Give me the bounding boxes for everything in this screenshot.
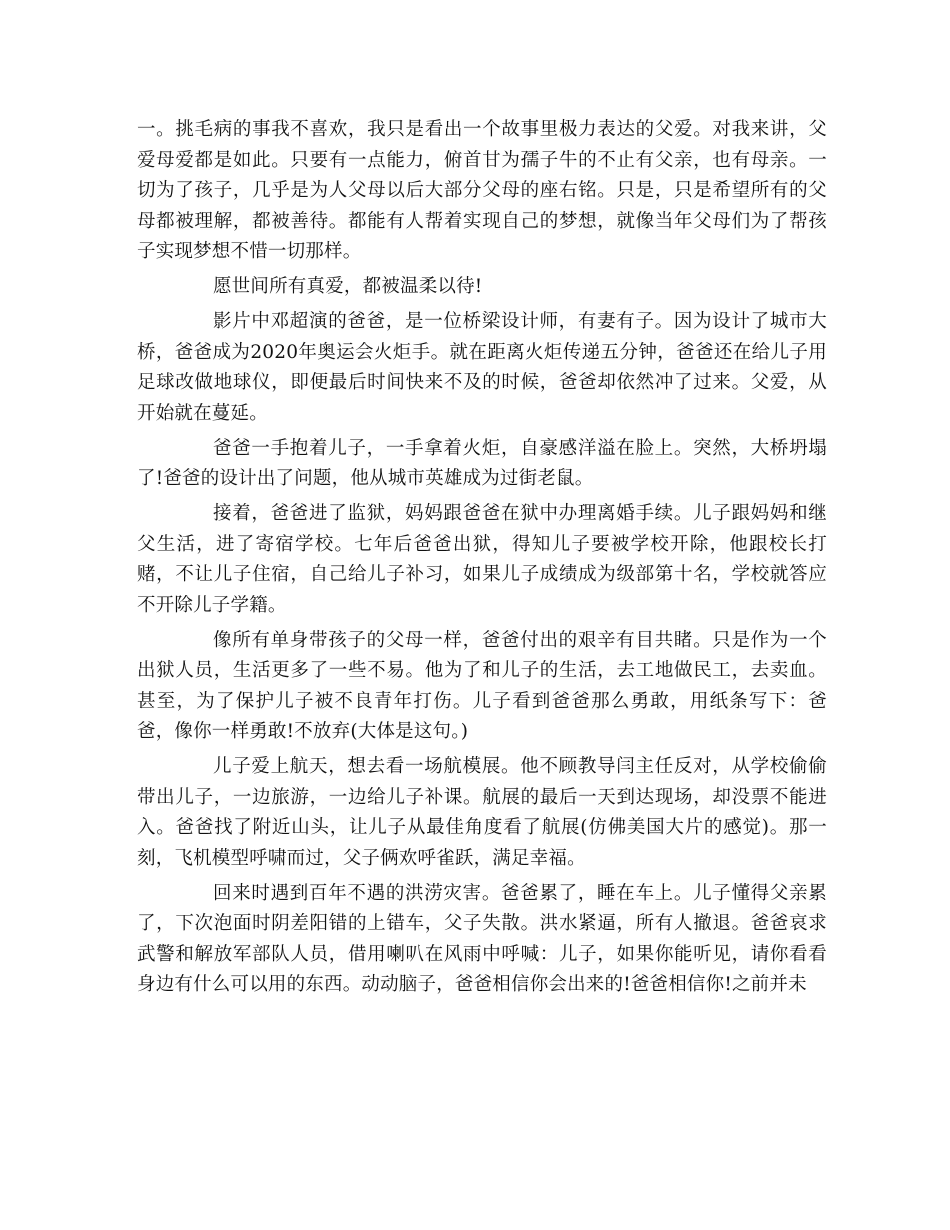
paragraph-2: 愿世间所有真爱，都被温柔以待!	[213, 276, 483, 297]
paragraph-1: 一。挑毛病的事我不喜欢，我只是看出一个故事里极力表达的父爱。对我来讲，父爱母爱都是如此。只要有一点能力，俯首甘为孺子牛的不止有父亲，也有母亲。一切为了孩子，几乎是为人父母以后大部分父母的座右铭。只是，只是希望所有的父母都被理解，都被善待。都能有人帮着实现自己的梦想，就像当年父母们为了帮孩子实现梦想不惜一切那样。	[137, 119, 827, 262]
paragraph-6: 像所有单身带孩子的父母一样，爸爸付出的艰辛有目共睹。只是作为一个出狱人员，生活更多了一些不易。他为了和儿子的生活，去工地做民工，去卖血。甚至，为了保护儿子被不良青年打伤。儿子看到爸爸那么勇敢，用纸条写下：爸爸，像你一样勇敢!不放弃(大体是这句。)	[137, 629, 827, 742]
paragraph-7: 儿子爱上航天，想去看一场航模展。他不顾教导闫主任反对，从学校偷偷带出儿子，一边旅游，一边给儿子补课。航展的最后一天到达现场，却没票不能进入。爸爸找了附近山头，让儿子从最佳角度看了航展(仿佛美国大片的感觉)。那一刻，飞机模型呼啸而过，父子俩欢呼雀跃，满足幸福。	[137, 756, 827, 869]
document-body	[137, 115, 827, 1001]
paragraph-8: 回来时遇到百年不遇的洪涝灾害。爸爸累了，睡在车上。儿子懂得父亲累了，下次泡面时阴差阳错的上错车，父子失散。洪水紧逼，所有人撤退。爸爸哀求武警和解放军部队人员，借用喇叭在风雨中呼喊：儿子，如果你能听见，请你看看身边有什么可以用的东西。动动脑子，爸爸相信你会出来的!爸爸相信你!之前并未	[137, 882, 827, 995]
paragraph-4: 爸爸一手抱着儿子，一手拿着火炬，自豪感洋溢在脸上。突然，大桥坍塌了!爸爸的设计出了问题，他从城市英雄成为过街老鼠。	[137, 437, 827, 489]
paragraph-3: 影片中邓超演的爸爸，是一位桥梁设计师，有妻有子。因为设计了城市大桥，爸爸成为2020年奥运会火炬手。就在距离火炬传递五分钟，爸爸还在给儿子用足球改做地球仪，即便最后时间快来不及的时候，爸爸却依然冲了过来。父爱，从开始就在蔓延。	[137, 311, 827, 424]
paragraph-5: 接着，爸爸进了监狱，妈妈跟爸爸在狱中办理离婚手续。儿子跟妈妈和继父生活，进了寄宿学校。七年后爸爸出狱，得知儿子要被学校开除，他跟校长打赌，不让儿子住宿，自己给儿子补习，如果儿子成绩成为级部第十名，学校就答应不开除儿子学籍。	[137, 503, 827, 616]
